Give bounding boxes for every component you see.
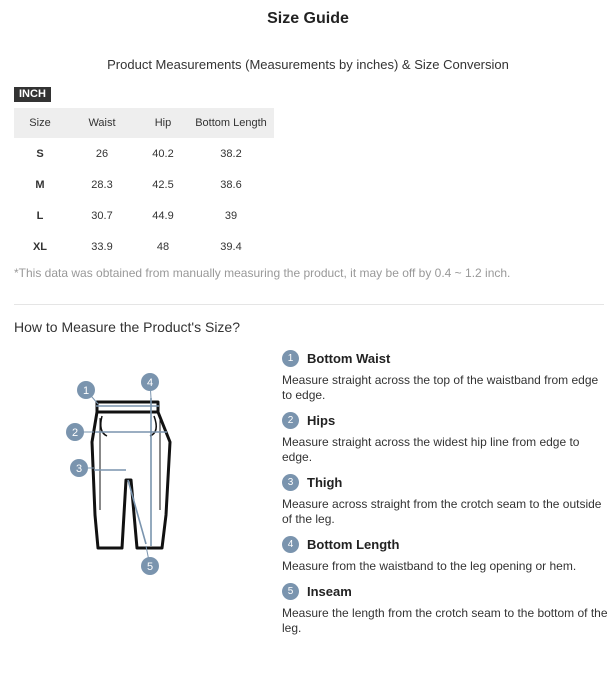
waist-cell: 33.9 <box>91 240 113 253</box>
hip-cell: 48 <box>156 240 170 253</box>
size-table <box>14 108 274 262</box>
page-title: Size Guide <box>267 10 349 27</box>
step-description: Measure straight across the top of the waistband from edge to edge. <box>282 373 599 402</box>
size-cell: S <box>36 147 44 160</box>
bottom-length-cell: 39.4 <box>220 240 242 253</box>
svg-text:1: 1 <box>82 385 90 397</box>
bottom-length-cell: 38.6 <box>220 178 242 191</box>
step-title: Bottom Length <box>307 536 400 552</box>
marker-4 <box>141 373 159 391</box>
step-title: Inseam <box>307 583 352 599</box>
step-description: Measure from the waistband to the leg opening or hem. <box>282 559 577 573</box>
step-inseam <box>282 582 608 636</box>
bottom-length-cell: 38.2 <box>220 147 242 160</box>
step-hips <box>282 411 608 465</box>
marker-5 <box>141 557 159 575</box>
svg-text:3: 3 <box>75 463 83 475</box>
table-row <box>14 231 274 262</box>
hip-cell: 44.9 <box>152 209 174 222</box>
hip-cell: 40.2 <box>152 147 174 160</box>
size-cell: M <box>35 178 45 191</box>
table-row <box>14 169 274 200</box>
marker-1 <box>77 381 95 399</box>
size-cell: XL <box>32 240 48 253</box>
marker-2 <box>66 423 84 441</box>
waist-cell: 30.7 <box>91 209 113 222</box>
column-header-hip: Hip <box>138 108 188 138</box>
step-number-badge: 3 <box>282 474 299 491</box>
unit-badge: INCH <box>14 87 51 102</box>
step-title: Hips <box>307 412 336 428</box>
pants-icon <box>92 402 170 548</box>
waist-cell: 28.3 <box>91 178 113 191</box>
column-header-bottom-length: Bottom Length <box>188 108 274 138</box>
bottom-length-cell: 39 <box>224 209 238 222</box>
size-cell: L <box>36 209 44 222</box>
step-bottom-length <box>282 535 608 574</box>
step-number-badge: 2 <box>282 412 299 429</box>
step-description: Measure across straight from the crotch seam to the outside of the leg. <box>282 497 602 526</box>
step-title: Bottom Waist <box>307 350 391 366</box>
table-header-row <box>14 108 274 138</box>
how-to-measure-heading: How to Measure the Product's Size? <box>14 319 241 335</box>
waist-cell: 26 <box>95 147 109 160</box>
step-bottom-waist <box>282 349 608 403</box>
measurement-steps <box>282 349 608 644</box>
step-number-badge: 1 <box>282 350 299 367</box>
step-thigh <box>282 473 608 527</box>
column-header-size: Size <box>14 108 66 138</box>
step-title: Thigh <box>307 474 343 490</box>
svg-text:4: 4 <box>146 377 154 389</box>
step-description: Measure straight across the widest hip line from edge to edge. <box>282 435 580 464</box>
step-number-badge: 4 <box>282 536 299 553</box>
measurement-note: *This data was obtained from manually measuring the product, it may be off by 0.4 ~ 1.2 inch. <box>14 266 511 280</box>
svg-text:2: 2 <box>71 427 79 439</box>
table-row <box>14 200 274 231</box>
svg-text:5: 5 <box>146 561 154 573</box>
step-number-badge: 5 <box>282 583 299 600</box>
marker-3 <box>70 459 88 477</box>
column-header-waist: Waist <box>66 108 138 138</box>
hip-cell: 42.5 <box>152 178 174 191</box>
page-subtitle: Product Measurements (Measurements by inches) & Size Conversion <box>107 57 509 72</box>
pants-measurement-diagram <box>60 370 180 580</box>
section-divider <box>14 304 604 305</box>
table-row <box>14 138 274 169</box>
step-description: Measure the length from the crotch seam to the bottom of the leg. <box>282 606 608 635</box>
